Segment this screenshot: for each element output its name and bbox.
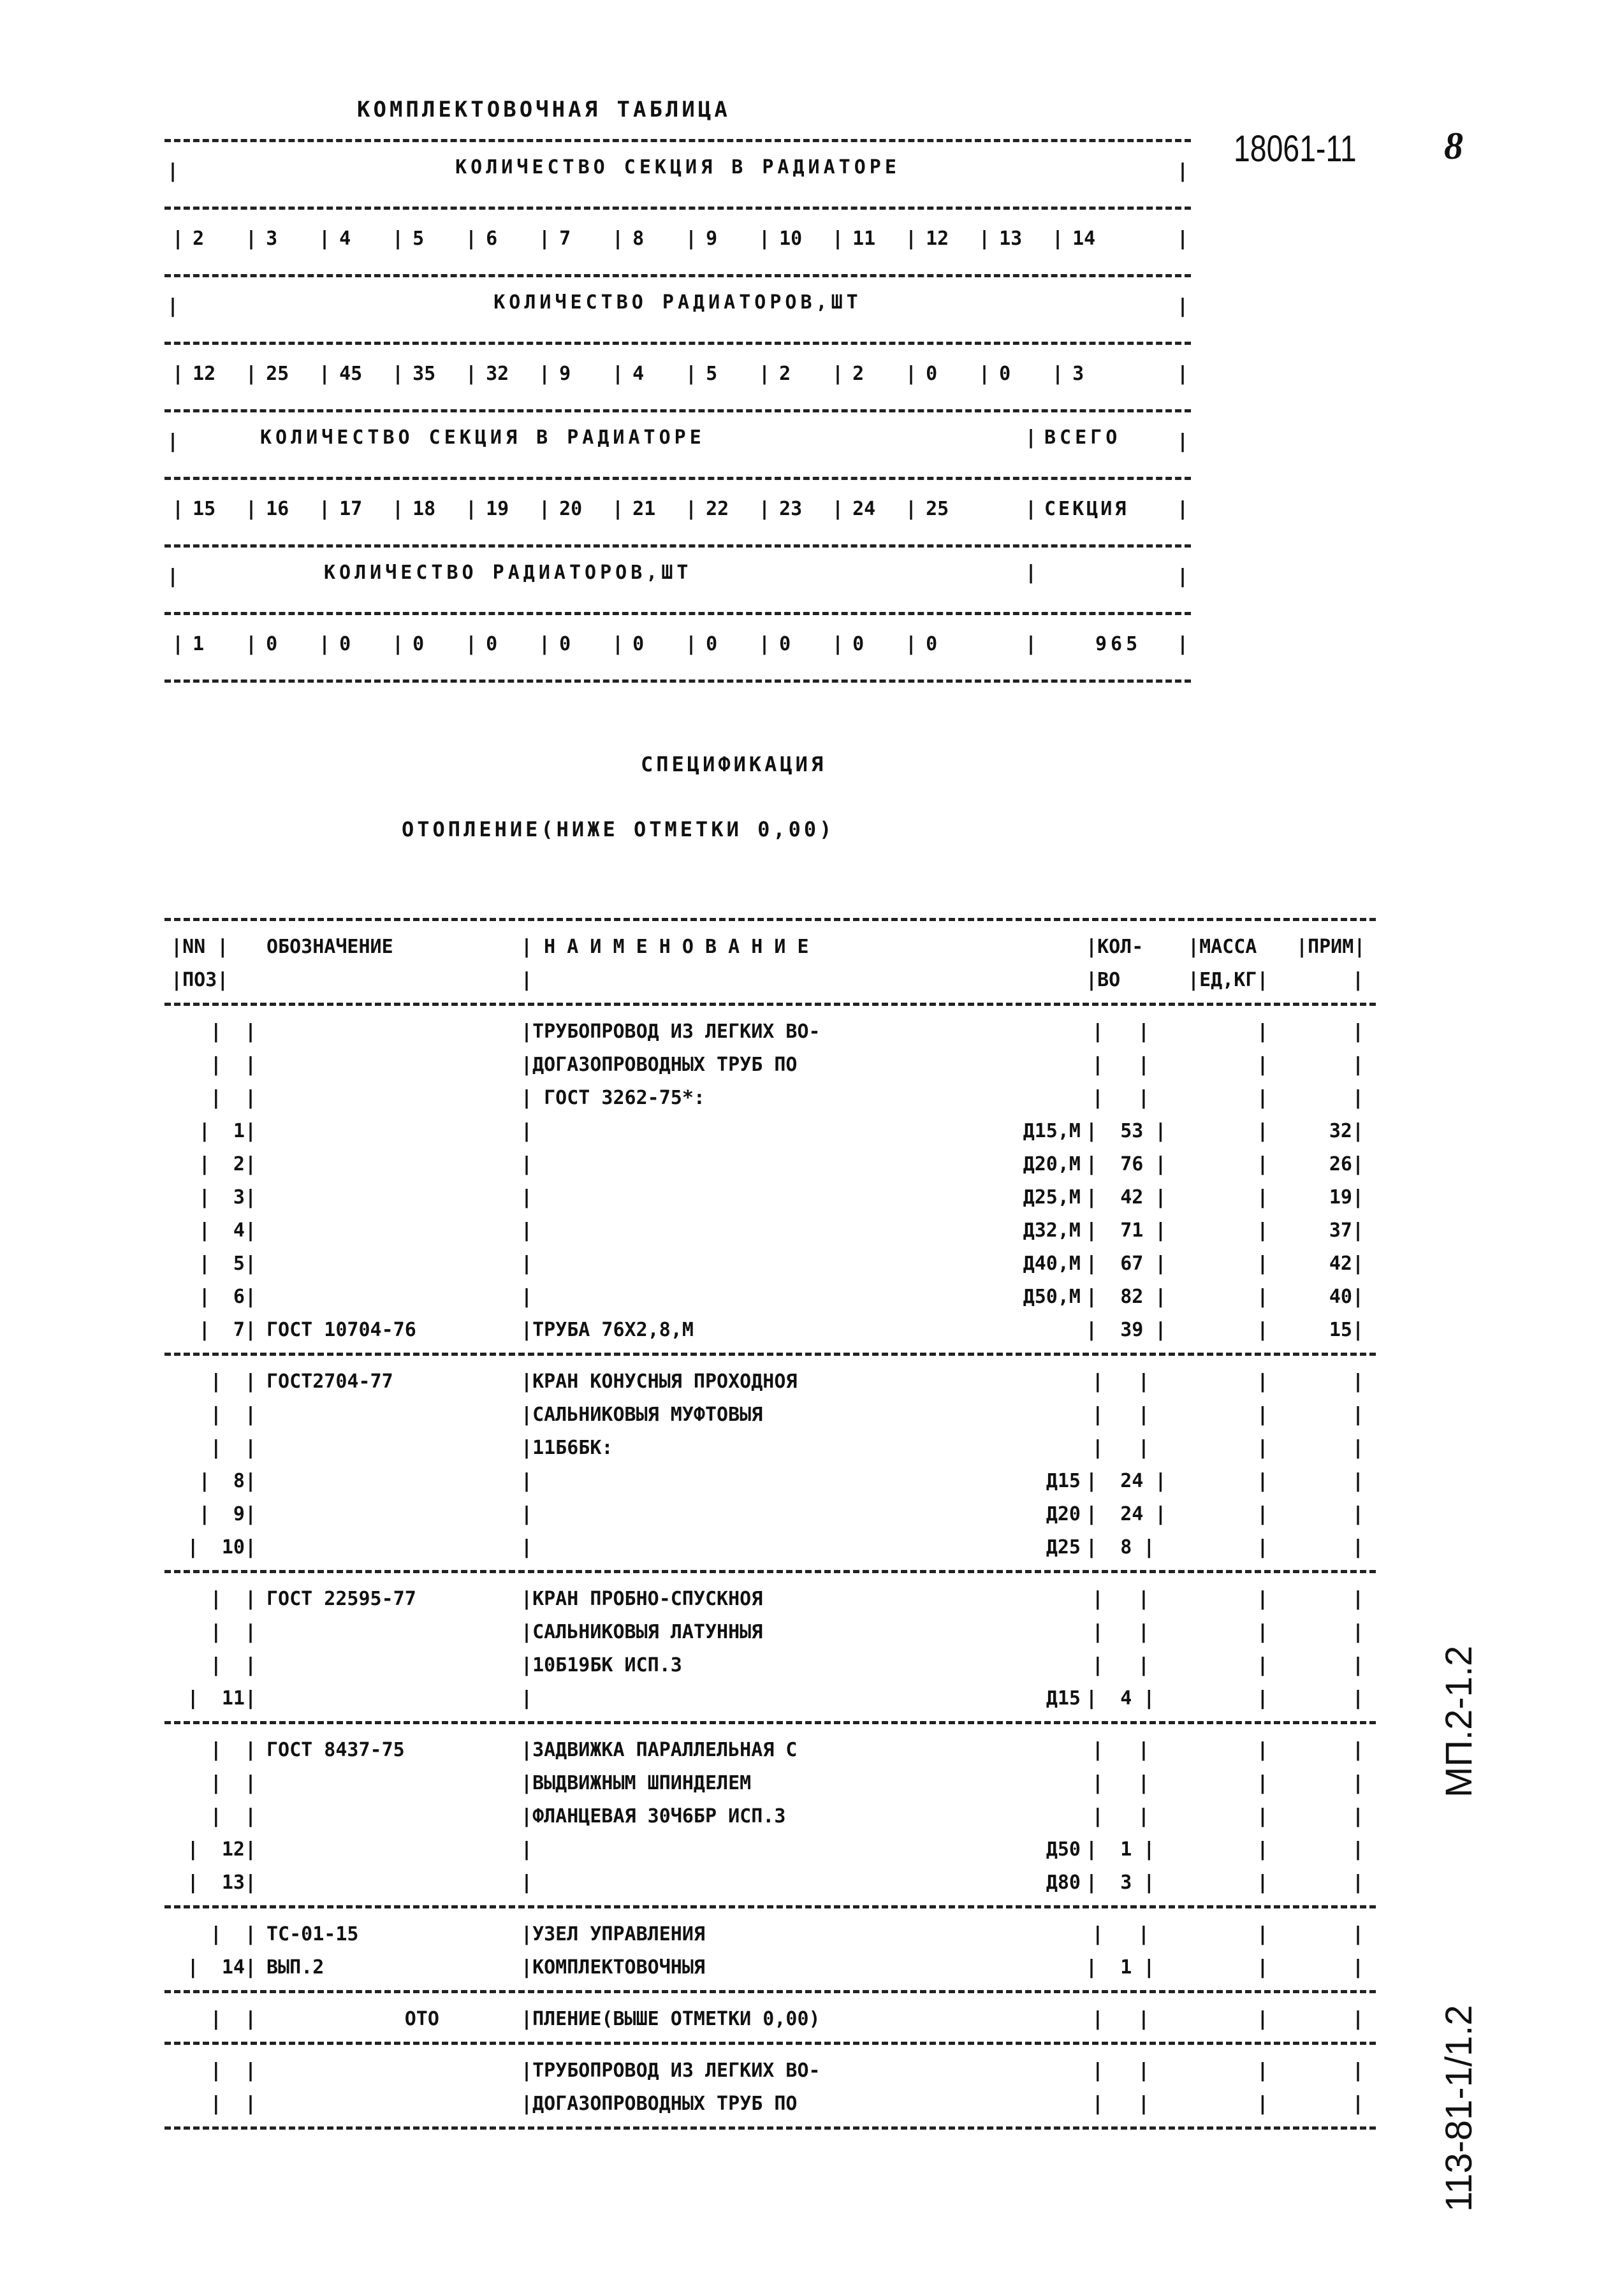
designation: ГОСТ 10704-76 [266, 1318, 416, 1341]
position-number: | | [210, 2059, 256, 2082]
item-mass: | [1188, 1119, 1269, 1142]
kt-cell: | 12 [164, 363, 238, 385]
komplektovochnaya-table [164, 139, 1191, 683]
kt-cell: | 7 [531, 228, 604, 250]
kt-row-radiators-label-2: | КОЛИЧЕСТВО РАДИАТОРОВ,ШТ | | [164, 544, 1191, 612]
item-mass: | [1188, 2059, 1269, 2082]
item-size: Д15 [1046, 1687, 1081, 1710]
designation: ГОСТ 8437-75 [266, 1738, 405, 1761]
designation: ОТО [266, 2007, 439, 2030]
item-quantity: | | [1091, 1771, 1149, 1794]
item-note: | [1352, 1738, 1364, 1761]
item-name: | [521, 1871, 533, 1894]
table-row [164, 1733, 1376, 1766]
table-row [164, 1398, 1376, 1431]
spec-group [164, 1905, 1376, 1990]
item-mass: | [1188, 1020, 1269, 1043]
item-name: | [521, 1838, 533, 1861]
kt-cell: | 0 [238, 633, 311, 655]
item-mass: | [1188, 1086, 1269, 1109]
kt-cell: | 14 [1044, 228, 1118, 250]
item-quantity: | 24 | [1086, 1469, 1167, 1492]
item-size: Д32,М [1023, 1219, 1081, 1242]
header-note: |ПРИМ| [1296, 935, 1366, 958]
item-name: |КОМПЛЕКТОВОЧНЫЯ [521, 1956, 705, 1979]
kt-row-radiators-values: | 12 | 25 | 45 | 35 | 32 | 9 | 4 | 5 | 2 | 2 | 0 | 0 | 3 | [164, 342, 1191, 409]
item-size: Д20 [1046, 1502, 1081, 1525]
table-row [164, 1648, 1376, 1682]
item-mass: | [1188, 1152, 1269, 1175]
item-name: | [521, 1469, 533, 1492]
kt-sections-cells [164, 228, 1191, 250]
item-mass: | [1188, 1620, 1269, 1643]
spec-group [164, 1003, 1376, 1353]
item-note: 32| [1329, 1119, 1364, 1142]
item-quantity: | | [1091, 1020, 1149, 1043]
item-mass: | [1188, 1587, 1269, 1610]
item-mass: | [1188, 1687, 1269, 1710]
item-note: | [1352, 2092, 1364, 2115]
table-row [164, 1081, 1376, 1114]
table-row [164, 1431, 1376, 1464]
position-number: | | [210, 1653, 256, 1676]
item-name: | [521, 1152, 533, 1175]
designation: ТС-01-15 [266, 1922, 359, 1945]
kt-cell: | 2 [824, 363, 898, 385]
kt-sections-cells-2 [164, 498, 1191, 520]
kt-row-radiators-values-2: | 1 | 0 | 0 | 0 | 0 | 0 | 0 | 0 | 0 | 0 | 0 | 965 | [164, 612, 1191, 683]
item-mass: | [1188, 1738, 1269, 1761]
item-name: |ФЛАНЦЕВАЯ 30Ч6БР ИСП.3 [521, 1805, 786, 1827]
item-quantity: | 42 | [1086, 1186, 1167, 1209]
designation: ВЫП.2 [266, 1956, 325, 1979]
item-quantity: | 82 | [1086, 1285, 1167, 1308]
item-quantity: | 1 | [1086, 1838, 1155, 1861]
table-row [164, 1799, 1376, 1833]
table-row [164, 1766, 1376, 1799]
kt-cell: | 0 [604, 633, 678, 655]
item-mass: | [1188, 1469, 1269, 1492]
kt-row-sections-values-2: | 15 | 16 | 17 | 18 | 19 | 20 | 21 | 22 | 23 | 24 | 25 | СЕКЦИЯ | [164, 477, 1191, 544]
kt-cell: | 0 [384, 633, 458, 655]
item-quantity: | 8 | [1086, 1536, 1155, 1559]
spec-group [164, 1990, 1376, 2042]
position-number: | | [210, 1053, 256, 1076]
item-size: Д50,М [1023, 1285, 1081, 1308]
item-mass: | [1188, 2007, 1269, 2030]
kt-cell: | 25 [898, 498, 971, 520]
position-number: | 6| [198, 1285, 256, 1308]
kt-radiators-label-2: КОЛИЧЕСТВО РАДИАТОРОВ,ШТ [324, 562, 692, 584]
item-quantity: | 76 | [1086, 1152, 1167, 1175]
item-name: |ДОГАЗОПРОВОДНЫХ ТРУБ ПО [521, 2092, 798, 2115]
item-quantity: | 24 | [1086, 1502, 1167, 1525]
item-name: |11Б6БК: [521, 1436, 613, 1459]
spec-group [164, 2042, 1376, 2130]
table-row [164, 1866, 1376, 1899]
item-mass: | [1188, 1805, 1269, 1827]
item-name: |ТРУБА 76Х2,8,М [521, 1318, 694, 1341]
item-mass: | [1188, 1436, 1269, 1459]
item-mass: | [1188, 1186, 1269, 1209]
position-number: | 11| [187, 1687, 256, 1710]
kt-radiators-cells [164, 363, 1191, 385]
item-quantity: | 1 | [1086, 1956, 1155, 1979]
table-row [164, 1181, 1376, 1214]
kt-cell: | 24 [824, 498, 898, 520]
kt-cell: | 0 [311, 633, 384, 655]
item-note: | [1352, 1020, 1364, 1043]
item-note: | [1352, 1536, 1364, 1559]
item-note: | [1352, 2059, 1364, 2082]
item-quantity: | | [1091, 1436, 1149, 1459]
item-note: | [1352, 1053, 1364, 1076]
item-note: | [1352, 1805, 1364, 1827]
item-quantity: | | [1091, 1587, 1149, 1610]
item-note: | [1352, 1956, 1364, 1979]
item-name: | [521, 1536, 533, 1559]
kt-cell: | 0 [678, 633, 751, 655]
item-quantity: | | [1091, 1403, 1149, 1426]
kt-cell: | 3 [1044, 363, 1118, 385]
position-number: | 4| [198, 1219, 256, 1242]
item-quantity: | 3 | [1086, 1871, 1155, 1894]
table-row [164, 1917, 1376, 1951]
kt-cell: | 2 [751, 363, 824, 385]
item-name: |УЗЕЛ УПРАВЛЕНИЯ [521, 1922, 705, 1945]
kt-cell: | 10 [751, 228, 824, 250]
kt-cell: | 4 [604, 363, 678, 385]
kt-cell: | 0 [531, 633, 604, 655]
spec-group [164, 1570, 1376, 1721]
table-row [164, 2002, 1376, 2035]
table-row [164, 1682, 1376, 1715]
designation: ГОСТ 22595-77 [266, 1587, 416, 1610]
item-mass: | [1188, 1838, 1269, 1861]
item-note: | [1352, 1871, 1364, 1894]
item-note: 37| [1329, 1219, 1364, 1242]
position-number: | | [210, 1403, 256, 1426]
kt-cell: | 35 [384, 363, 458, 385]
kt-cell: | 23 [751, 498, 824, 520]
table-row [164, 1214, 1376, 1247]
item-mass: | [1188, 1252, 1269, 1275]
kt-row-radiators-label: | КОЛИЧЕСТВО РАДИАТОРОВ,ШТ | [164, 274, 1191, 342]
item-mass: | [1188, 1053, 1269, 1076]
item-mass: | [1188, 1653, 1269, 1676]
kt-cell: | 0 [971, 363, 1044, 385]
side-code-secondary: 113-81-1/1.2 [1438, 2005, 1480, 2212]
kt-sections-label: КОЛИЧЕСТВО СЕКЦИЯ В РАДИАТОРЕ [455, 156, 900, 178]
kt-cell: | 0 [458, 633, 531, 655]
table-row [164, 2087, 1376, 2120]
position-number: | | [210, 1370, 256, 1393]
position-number: | | [210, 1020, 256, 1043]
table-row [164, 1015, 1376, 1048]
item-note: | [1352, 2007, 1364, 2030]
table-row [164, 1114, 1376, 1147]
kt-cell: | 9 [531, 363, 604, 385]
item-mass: | [1188, 1771, 1269, 1794]
position-number: | 14| [187, 1956, 256, 1979]
kt-cell: | 5 [384, 228, 458, 250]
item-note: | [1352, 1403, 1364, 1426]
position-number: | | [210, 1922, 256, 1945]
kt-radiators-cells-2 [164, 633, 1191, 655]
kt-cell: | 3 [238, 228, 311, 250]
table-row [164, 1530, 1376, 1564]
table-row [164, 1615, 1376, 1648]
item-name: | [521, 1252, 533, 1275]
item-name: | ГОСТ 3262-75*: [521, 1086, 705, 1109]
position-number: | 8| [198, 1469, 256, 1492]
item-note: 42| [1329, 1252, 1364, 1275]
position-number: | 12| [187, 1838, 256, 1861]
item-quantity: | 4 | [1086, 1687, 1155, 1710]
table-row [164, 1147, 1376, 1181]
sheet-number: 8 [1444, 125, 1463, 167]
item-note: | [1352, 1771, 1364, 1794]
position-number: | | [210, 1086, 256, 1109]
item-note: | [1352, 1653, 1364, 1676]
position-number: | 1| [198, 1119, 256, 1142]
item-quantity: | | [1091, 1053, 1149, 1076]
item-quantity: | 53 | [1086, 1119, 1167, 1142]
kt-cell: | 45 [311, 363, 384, 385]
item-name: |КРАН ПРОБНО-СПУСКНОЯ [521, 1587, 763, 1610]
table-row [164, 1582, 1376, 1615]
table-row [164, 1280, 1376, 1313]
item-mass: | [1188, 1956, 1269, 1979]
item-name: |ТРУБОПРОВОД ИЗ ЛЕГКИХ ВО- [521, 2059, 821, 2082]
item-quantity: | | [1091, 2007, 1149, 2030]
table-row [164, 1497, 1376, 1530]
kt-cell: | 2 [164, 228, 238, 250]
kt-row-sections-values: | 2 | 3 | 4 | 5 | 6 | 7 | 8 | 9 | 10 | 11 | 12 | 13 | 14 | [164, 207, 1191, 274]
position-number: | | [210, 1436, 256, 1459]
table-row [164, 1365, 1376, 1398]
item-mass: | [1188, 1318, 1269, 1341]
kt-cell: | 0 [898, 363, 971, 385]
item-name: |ЗАДВИЖКА ПАРАЛЛЕЛЬНАЯ С [521, 1738, 798, 1761]
item-note: 19| [1329, 1186, 1364, 1209]
item-name: | [521, 1219, 533, 1242]
item-name: |ВЫДВИЖНЫМ ШПИНДЕЛЕМ [521, 1771, 752, 1794]
kt-cell: | 0 [898, 633, 971, 655]
kt-cell: | 6 [458, 228, 531, 250]
item-size: Д40,М [1023, 1252, 1081, 1275]
item-mass: | [1188, 1871, 1269, 1894]
item-mass: | [1188, 1536, 1269, 1559]
item-note: | [1352, 1469, 1364, 1492]
position-number: | 5| [198, 1252, 256, 1275]
item-note: | [1352, 1370, 1364, 1393]
position-number: | 3| [198, 1186, 256, 1209]
item-size: Д80 [1046, 1871, 1081, 1894]
position-number: | 10| [187, 1536, 256, 1559]
side-code-primary: МП.2-1.2 [1438, 1645, 1480, 1798]
kt-total-unit: СЕКЦИЯ [1044, 498, 1129, 520]
kt-row-sections-label-2: | КОЛИЧЕСТВО СЕКЦИЯ В РАДИАТОРЕ | ВСЕГО | [164, 409, 1191, 477]
position-number: | 2| [198, 1152, 256, 1175]
kt-total-value: 965 [1095, 633, 1142, 655]
item-name: |САЛЬНИКОВЫЯ ЛАТУННЫЯ [521, 1620, 763, 1643]
item-mass: | [1188, 1403, 1269, 1426]
item-quantity: | 39 | [1086, 1318, 1167, 1341]
kt-cell: | 32 [458, 363, 531, 385]
item-note: | [1352, 1436, 1364, 1459]
specification-table [164, 918, 1376, 2130]
position-number: | | [210, 1771, 256, 1794]
position-number: | | [210, 1805, 256, 1827]
kt-total-label: ВСЕГО [1044, 426, 1121, 449]
kt-cell: | 1 [164, 633, 238, 655]
designation: ГОСТ2704-77 [266, 1370, 393, 1393]
item-quantity: | | [1091, 1620, 1149, 1643]
item-size: Д20,М [1023, 1152, 1081, 1175]
kt-cell: | 13 [971, 228, 1044, 250]
item-note: | [1352, 1502, 1364, 1525]
item-size: Д15 [1046, 1469, 1081, 1492]
table-row [164, 1464, 1376, 1497]
item-name: |ДОГАЗОПРОВОДНЫХ ТРУБ ПО [521, 1053, 798, 1076]
item-size: Д50 [1046, 1838, 1081, 1861]
item-quantity: | | [1091, 1805, 1149, 1827]
spec-body [164, 1003, 1376, 2130]
item-quantity: | 71 | [1086, 1219, 1167, 1242]
kt-cell: | 5 [678, 363, 751, 385]
page-title: КОМПЛЕКТОВОЧНАЯ ТАБЛИЦА [357, 97, 731, 122]
header-num: |NN | [171, 935, 229, 958]
header-name: | Н А И М Е Н О В А Н И Е [521, 935, 809, 958]
position-number: | | [210, 1738, 256, 1761]
spec-header [164, 918, 1376, 1003]
item-name: | [521, 1687, 533, 1710]
item-quantity: | | [1091, 1653, 1149, 1676]
item-name: | [521, 1186, 533, 1209]
header-mass: |МАССА [1188, 935, 1257, 958]
kt-cell: | 17 [311, 498, 384, 520]
item-name: |ПЛЕНИЕ(ВЫШЕ ОТМЕТКИ 0,00) [521, 2007, 821, 2030]
item-quantity: | | [1091, 2092, 1149, 2115]
spec-group [164, 1353, 1376, 1570]
spec-title: СПЕЦИФИКАЦИЯ [641, 752, 827, 776]
item-size: Д15,М [1023, 1119, 1081, 1142]
kt-cell: | 22 [678, 498, 751, 520]
item-mass: | [1188, 1922, 1269, 1945]
item-mass: | [1188, 1285, 1269, 1308]
item-size: Д25,М [1023, 1186, 1081, 1209]
spec-header-row-1 [164, 930, 1376, 963]
item-mass: | [1188, 1219, 1269, 1242]
kt-sections-label-2: КОЛИЧЕСТВО СЕКЦИЯ В РАДИАТОРЕ [260, 426, 705, 449]
position-number: | | [210, 1620, 256, 1643]
kt-cell: | 19 [458, 498, 531, 520]
item-note: 15| [1329, 1318, 1364, 1341]
kt-cell: | 25 [238, 363, 311, 385]
position-number: | 13| [187, 1871, 256, 1894]
position-number: | | [210, 2092, 256, 2115]
table-row [164, 2054, 1376, 2087]
item-note: 40| [1329, 1285, 1364, 1308]
item-note: | [1352, 1587, 1364, 1610]
kt-cell: | 4 [311, 228, 384, 250]
kt-cell: | 12 [898, 228, 971, 250]
kt-cell: | 16 [238, 498, 311, 520]
item-quantity: | | [1091, 1086, 1149, 1109]
spec-subtitle: ОТОПЛЕНИЕ(НИЖЕ ОТМЕТКИ 0,00) [402, 817, 835, 841]
item-mass: | [1188, 1370, 1269, 1393]
table-row [164, 1833, 1376, 1866]
item-note: | [1352, 1086, 1364, 1109]
position-number: | 9| [198, 1502, 256, 1525]
item-mass: | [1188, 2092, 1269, 2115]
item-quantity: | | [1091, 2059, 1149, 2082]
item-note: | [1352, 1922, 1364, 1945]
kt-cell: | 0 [824, 633, 898, 655]
item-name: |10Б19БК ИСП.3 [521, 1653, 682, 1676]
position-number: | | [210, 2007, 256, 2030]
table-row [164, 1313, 1376, 1346]
kt-cell: | 9 [678, 228, 751, 250]
kt-row-sections-label: | КОЛИЧЕСТВО СЕКЦИЯ В РАДИАТОРЕ | [164, 139, 1191, 207]
kt-radiators-label: КОЛИЧЕСТВО РАДИАТОРОВ,ШТ [493, 291, 862, 314]
kt-cell: | 21 [604, 498, 678, 520]
item-name: |САЛЬНИКОВЫЯ МУФТОВЫЯ [521, 1403, 763, 1426]
kt-cell: | 8 [604, 228, 678, 250]
position-number: | 7| [198, 1318, 256, 1341]
item-quantity: | | [1091, 1370, 1149, 1393]
item-name: |КРАН КОНУСНЫЯ ПРОХОДНОЯ [521, 1370, 798, 1393]
item-note: | [1352, 1687, 1364, 1710]
document-number: 18061-11 [1234, 128, 1357, 170]
item-size: Д25 [1046, 1536, 1081, 1559]
item-note: 26| [1329, 1152, 1364, 1175]
kt-cell: | 15 [164, 498, 238, 520]
item-quantity: | | [1091, 1738, 1149, 1761]
item-quantity: | 67 | [1086, 1252, 1167, 1275]
item-name: | [521, 1119, 533, 1142]
item-name: | [521, 1502, 533, 1525]
kt-cell: | 0 [751, 633, 824, 655]
kt-cell: | 11 [824, 228, 898, 250]
spec-header-row-2: |ПОЗ| | |ВО |ЕД,КГ| | [171, 968, 1364, 991]
kt-cell: | 18 [384, 498, 458, 520]
item-note: | [1352, 1838, 1364, 1861]
spec-group [164, 1721, 1376, 1905]
item-quantity: | | [1091, 1922, 1149, 1945]
table-row [164, 1048, 1376, 1081]
header-qty: |КОЛ- [1086, 935, 1144, 958]
header-designation: ОБОЗНАЧЕНИЕ [266, 935, 393, 958]
item-mass: | [1188, 1502, 1269, 1525]
item-note: | [1352, 1620, 1364, 1643]
item-name: | [521, 1285, 533, 1308]
position-number: | | [210, 1587, 256, 1610]
table-row [164, 1247, 1376, 1280]
table-row [164, 1951, 1376, 1984]
item-name: |ТРУБОПРОВОД ИЗ ЛЕГКИХ ВО- [521, 1020, 821, 1043]
kt-cell: | 20 [531, 498, 604, 520]
